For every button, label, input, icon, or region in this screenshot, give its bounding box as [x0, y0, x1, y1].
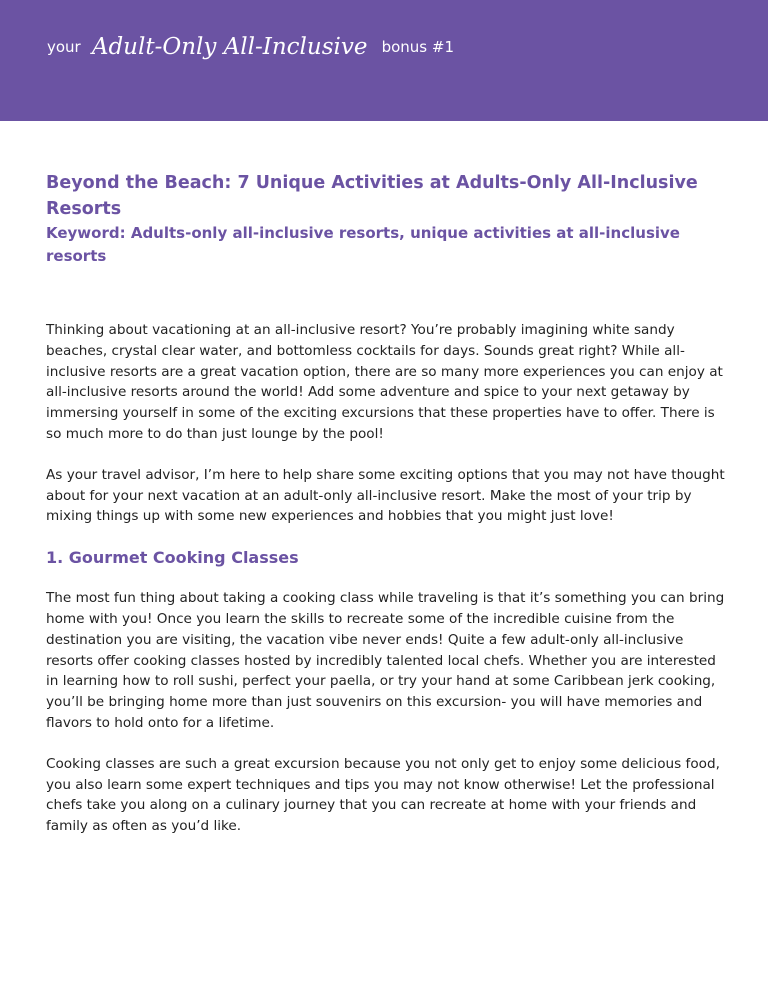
intro-paragraph-1: Thinking about vacationing at an all-inclusive resort? You’re probably imagining white sandy beaches, crystal clear water, and bottomless cocktails for days. Sounds great right? While all-inclusive resorts are a great vacation option, there are so many more experiences you can enjoy at all-inclusive resorts around the world! Add some adventure and spice to your next getaway by immersing yourself in some of the exciting excursions that these properties have to offer. There is so much more to do than just lounge by the pool!	[46, 322, 723, 442]
article-title: Beyond the Beach: 7 Unique Activities at Adults-Only All-Inclusive Resorts	[46, 173, 698, 219]
banner-suffix: bonus #1	[381, 38, 454, 56]
article-keyword: Keyword: Adults-only all-inclusive resorts, unique activities at all-inclusive resorts	[46, 224, 680, 265]
banner-prefix: your	[47, 38, 81, 56]
intro-paragraph-2: As your travel advisor, I’m here to help share some exciting options that you may not have thought about for your next vacation at an adult-only all-inclusive resort. Make the most of your trip by mixing things up with some new experiences and hobbies that you might just love!	[46, 466, 725, 525]
banner-heading	[47, 34, 454, 60]
banner-brand: Adult-Only All-Inclusive	[91, 34, 368, 60]
header-banner	[0, 0, 768, 121]
section-paragraph-2: Cooking classes are such a great excursion because you not only get to enjoy some delicious food, you also learn some expert techniques and tips you may not know otherwise! Let the professional chefs take you along on a culinary journey that you can recreate at home with your friends and family as often as you’d like.	[46, 755, 720, 835]
section-paragraph-1: The most fun thing about taking a cooking class while traveling is that it’s something you can bring home with you! Once you learn the skills to recreate some of the incredible cuisine from the destination you are visiting, the vacation vibe never ends! Quite a few adult-only all-inclusive resorts offer cooking classes hosted by incredibly talented local chefs. Whether you are interested in learning how to roll sushi, perfect your paella, or try your hand at some Caribbean jerk cooking, you’ll be bringing home more than just souvenirs on this excursion- you will have memories and flavors to hold onto for a lifetime.	[46, 590, 725, 731]
section-heading-cooking-classes: 1. Gourmet Cooking Classes	[46, 548, 299, 568]
article-body	[46, 170, 726, 837]
